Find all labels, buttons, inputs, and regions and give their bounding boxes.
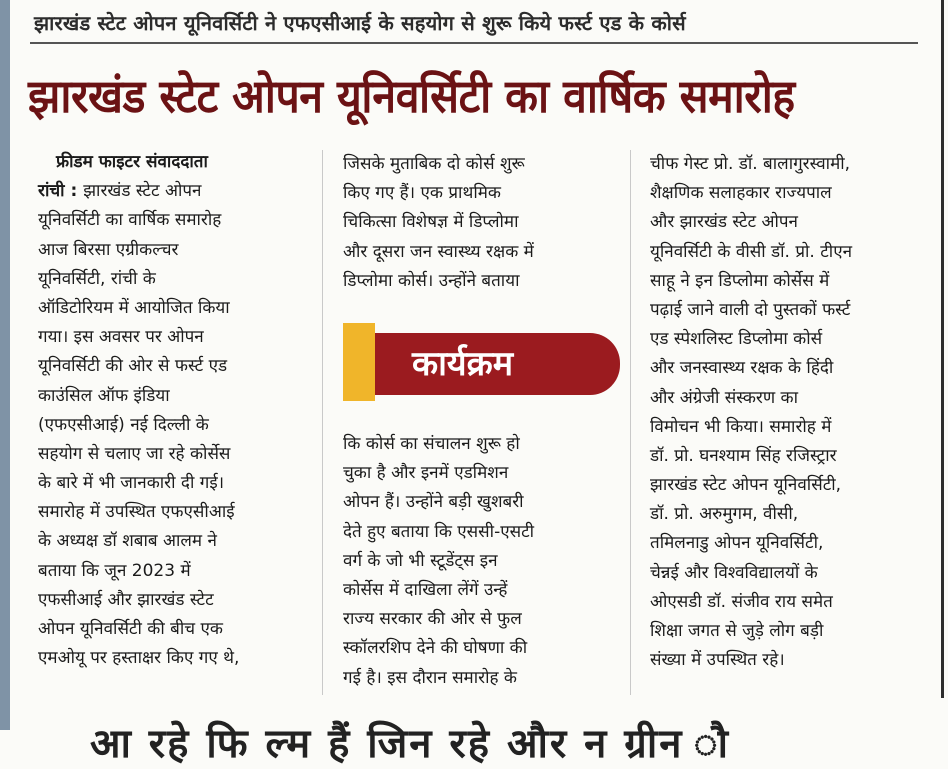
text-line: समारोह में उपस्थित एफएसीआई [38,502,235,523]
text-line: कि कोर्स का संचालन शुरू हो [343,434,520,454]
kicker-headline: झारखंड स्टेट ओपन यूनिवर्सिटी ने एफएसीआई के सहयोग से शुरू किये फर्स्ट एड के कोर्स [34,11,686,35]
page-left-edge [0,0,10,730]
text-line: गया। इस अवसर पर ओपन [38,327,204,348]
dateline-colon: : [64,181,84,202]
text-line: तमिलनाडु ओपन यूनिवर्सिटी, [650,533,824,554]
text-line: कोर्सेस में दाखिला लेंगें उन्हें [343,579,508,600]
text-line: के अध्यक्ष डॉ शबाब आलम ने [38,531,217,552]
text-line: एफसीआई और झारखंड स्टेट [38,589,214,610]
article-column-2-bottom [343,430,618,693]
text-line: सहयोग से चलाए जा रहे कोर्सेस [38,443,231,464]
text-line: स्कॉलरशिप देने की घोषणा की [343,638,528,659]
text-line: ओपन यूनिवर्सिटी की बीच एक [38,619,223,639]
section-tag-label: कार्यक्रम [412,344,514,384]
byline: फ्रीडम फाइटर संवाददाता [56,152,208,172]
text-line: साहू ने इन डिप्लोमा कोर्सेस में [650,270,830,291]
text-line: ओएसडी डॉ. संजीव राय समेत [650,591,833,612]
article-column-2-top [343,150,618,296]
text-line: चीफ गेस्ट प्रो. डॉ. बालागुरस्वामी, [650,154,851,174]
text-line: राज्य सरकार की ओर से फुल [343,609,522,630]
text-line: गई है। इस दौरान समारोह के [343,667,517,688]
text-line: ओपन हैं। उन्होंने बड़ी खुशबरी [343,492,524,513]
text-line: देते हुए बताया कि एससी-एसटी [343,521,535,542]
text-line: काउंसिल ऑफ इंडिया [38,385,170,406]
column-1-body [38,206,308,673]
cutoff-headline-fragment: आ रहे फि ल्म हैं जिन रहे और न ग्रीन ौ [90,721,730,767]
column-border [941,0,944,698]
text-line: एड स्पेशलिस्ट डिप्लोमा कोर्स [650,329,823,350]
column-divider [630,150,631,695]
next-article-cutoff [0,702,948,767]
text-line: चुका है और इनमें एडमिशन [343,463,509,484]
column-divider [322,150,323,695]
text-line: डॉ. प्रो. अरुमुगम, वीसी, [650,504,799,525]
text-line: आज बिरसा एग्रीकल्चर [38,239,179,260]
text-line: और जनस्वास्थ्य रक्षक के हिंदी [650,358,834,379]
text-line: यूनिवर्सिटी के वीसी डॉ. प्रो. टीएन [650,241,853,262]
text-line: बताया कि जून 2023 में [38,560,191,581]
dateline: रांची [38,181,65,202]
section-tag-accent [343,323,375,401]
text-line: जिसके मुताबिक दो कोर्स शुरू [343,154,525,174]
text-line: यूनिवर्सिटी का वार्षिक समारोह [38,210,222,231]
text-line: यूनिवर्सिटी, रांची के [38,268,156,289]
text-line: डॉ. प्रो. घनश्याम सिंह रजिस्ट्रार [650,445,837,466]
text-line: शिक्षा जगत से जुड़े लोग बड़ी [650,621,824,641]
text-line: और अंग्रेजी संस्करण का [650,387,799,408]
text-line: (एफएसीआई) नई दिल्ली के [38,414,209,435]
lead-line [38,177,308,206]
article-column-1 [38,148,308,673]
text-line: विमोचन भी किया। समारोह में [650,416,832,437]
text-line: के बारे में भी जानकारी दी गई। [38,473,225,494]
text-line: झारखंड स्टेट ओपन यूनिवर्सिटी, [650,475,842,496]
text-line: चेन्नई और विश्वविद्यालयों के [650,562,818,583]
text-line: वर्ग के जो भी स्टूडेंट्स इन [343,550,498,571]
text-line: एमओयू पर हस्ताक्षर किए गए थे, [38,648,240,669]
text-line: शैक्षणिक सलाहकार राज्यपाल [650,183,832,204]
text-line: संख्या में उपस्थित रहे। [650,650,785,671]
text-line: किए गए हैं। एक प्राथमिक [343,183,501,204]
main-headline: झारखंड स्टेट ओपन यूनिवर्सिटी का वार्षिक समारोह [28,69,795,123]
text-line: और दूसरा जन स्वास्थ्य रक्षक में [343,241,534,262]
text-line: और झारखंड स्टेट ओपन [650,212,798,233]
text-line: यूनिवर्सिटी की ओर से फर्स्ट एड [38,356,228,377]
text-line: चिकित्सा विशेषज्ञ में डिप्लोमा [343,212,519,233]
text-line: पढ़ाई जाने वाली दो पुस्तकों फर्स्ट [650,299,851,320]
article-column-3 [650,150,935,675]
kicker-divider [30,42,918,44]
text-line: ऑडिटोरियम में आयोजित किया [38,297,230,318]
text-line: डिप्लोमा कोर्स। उन्होंने बताया [343,270,520,291]
lead-text: झारखंड स्टेट ओपन [83,181,202,202]
